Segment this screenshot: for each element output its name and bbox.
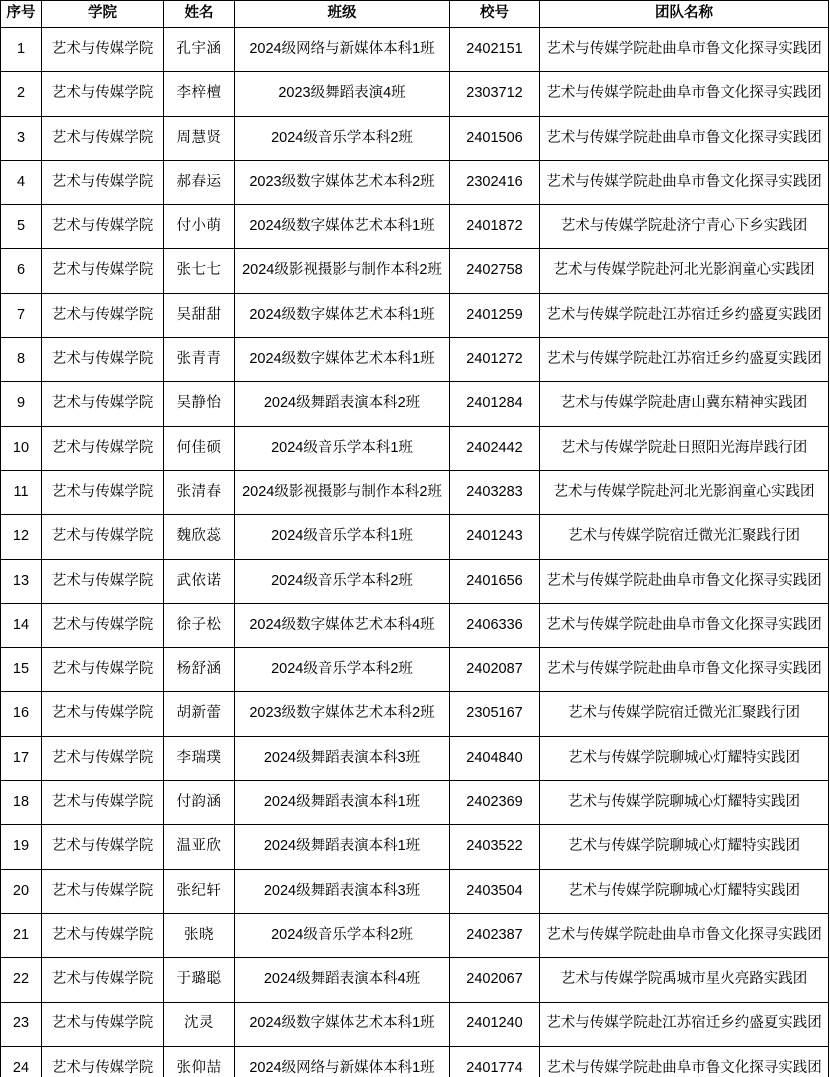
cell-team-name: 艺术与传媒学院赴济宁青心下乡实践团 — [540, 205, 829, 249]
column-header-team: 团队名称 — [540, 1, 829, 28]
table-row — [1, 1046, 829, 1077]
cell-student-id: 2402369 — [450, 781, 540, 825]
column-header-student-id: 校号 — [450, 1, 540, 28]
table-row — [1, 781, 829, 825]
cell-student-id: 2401243 — [450, 515, 540, 559]
table-row — [1, 648, 829, 692]
cell-college: 艺术与传媒学院 — [42, 559, 164, 603]
cell-class: 2024级音乐学本科2班 — [235, 913, 450, 957]
cell-sequence-number: 13 — [1, 559, 42, 603]
cell-student-name: 李瑞璞 — [164, 736, 235, 780]
cell-class: 2024级影视摄影与制作本科2班 — [235, 470, 450, 514]
cell-student-id: 2401872 — [450, 205, 540, 249]
cell-college: 艺术与传媒学院 — [42, 869, 164, 913]
cell-student-name: 温亚欣 — [164, 825, 235, 869]
table-row — [1, 559, 829, 603]
table-row — [1, 28, 829, 72]
cell-class: 2024级网络与新媒体本科1班 — [235, 1046, 450, 1077]
cell-sequence-number: 5 — [1, 205, 42, 249]
cell-sequence-number: 4 — [1, 160, 42, 204]
cell-college: 艺术与传媒学院 — [42, 958, 164, 1002]
cell-student-name: 武依诺 — [164, 559, 235, 603]
cell-student-name: 吴静怡 — [164, 382, 235, 426]
cell-team-name: 艺术与传媒学院宿迁微光汇聚践行团 — [540, 692, 829, 736]
cell-college: 艺术与传媒学院 — [42, 72, 164, 116]
cell-class: 2024级数字媒体艺术本科1班 — [235, 1002, 450, 1046]
cell-college: 艺术与传媒学院 — [42, 515, 164, 559]
cell-student-id: 2404840 — [450, 736, 540, 780]
cell-team-name: 艺术与传媒学院赴曲阜市鲁文化探寻实践团 — [540, 160, 829, 204]
table-row — [1, 736, 829, 780]
cell-sequence-number: 3 — [1, 116, 42, 160]
cell-student-name: 张七七 — [164, 249, 235, 293]
cell-student-id: 2402151 — [450, 28, 540, 72]
column-header-seq: 序号 — [1, 1, 42, 28]
cell-student-id: 2403283 — [450, 470, 540, 514]
cell-student-id: 2302416 — [450, 160, 540, 204]
cell-student-name: 何佳硕 — [164, 426, 235, 470]
table-row — [1, 913, 829, 957]
cell-student-id: 2401656 — [450, 559, 540, 603]
cell-student-name: 孔宇涵 — [164, 28, 235, 72]
cell-class: 2023级数字媒体艺术本科2班 — [235, 160, 450, 204]
column-header-name: 姓名 — [164, 1, 235, 28]
cell-student-id: 2406336 — [450, 603, 540, 647]
table-row — [1, 160, 829, 204]
table-row — [1, 72, 829, 116]
cell-class: 2024级舞蹈表演本科1班 — [235, 825, 450, 869]
cell-class: 2024级网络与新媒体本科1班 — [235, 28, 450, 72]
table-row — [1, 825, 829, 869]
cell-student-id: 2401774 — [450, 1046, 540, 1077]
table-row — [1, 515, 829, 559]
cell-student-id: 2403504 — [450, 869, 540, 913]
cell-college: 艺术与传媒学院 — [42, 249, 164, 293]
cell-college: 艺术与传媒学院 — [42, 338, 164, 382]
cell-team-name: 艺术与传媒学院赴河北光影润童心实践团 — [540, 249, 829, 293]
cell-student-name: 张清春 — [164, 470, 235, 514]
cell-college: 艺术与传媒学院 — [42, 825, 164, 869]
cell-class: 2024级数字媒体艺术本科1班 — [235, 205, 450, 249]
cell-student-id: 2305167 — [450, 692, 540, 736]
cell-team-name: 艺术与传媒学院赴曲阜市鲁文化探寻实践团 — [540, 72, 829, 116]
cell-sequence-number: 18 — [1, 781, 42, 825]
cell-class: 2024级音乐学本科2班 — [235, 116, 450, 160]
cell-sequence-number: 12 — [1, 515, 42, 559]
cell-student-id: 2401284 — [450, 382, 540, 426]
cell-team-name: 艺术与传媒学院赴江苏宿迁乡约盛夏实践团 — [540, 1002, 829, 1046]
cell-student-name: 杨舒涵 — [164, 648, 235, 692]
table-body — [1, 28, 829, 1077]
cell-college: 艺术与传媒学院 — [42, 692, 164, 736]
cell-college: 艺术与传媒学院 — [42, 1002, 164, 1046]
cell-student-id: 2402067 — [450, 958, 540, 1002]
table-row — [1, 958, 829, 1002]
cell-college: 艺术与传媒学院 — [42, 603, 164, 647]
table-row — [1, 426, 829, 470]
cell-student-name: 徐子松 — [164, 603, 235, 647]
cell-team-name: 艺术与传媒学院赴江苏宿迁乡约盛夏实践团 — [540, 338, 829, 382]
cell-sequence-number: 21 — [1, 913, 42, 957]
cell-team-name: 艺术与传媒学院聊城心灯耀特实践团 — [540, 869, 829, 913]
cell-sequence-number: 11 — [1, 470, 42, 514]
cell-sequence-number: 14 — [1, 603, 42, 647]
cell-class: 2024级数字媒体艺术本科4班 — [235, 603, 450, 647]
cell-class: 2024级音乐学本科2班 — [235, 648, 450, 692]
cell-team-name: 艺术与传媒学院赴唐山冀东精神实践团 — [540, 382, 829, 426]
cell-college: 艺术与传媒学院 — [42, 205, 164, 249]
cell-team-name: 艺术与传媒学院赴曲阜市鲁文化探寻实践团 — [540, 603, 829, 647]
table-row — [1, 249, 829, 293]
cell-student-name: 魏欣蕊 — [164, 515, 235, 559]
table-row — [1, 470, 829, 514]
cell-sequence-number: 9 — [1, 382, 42, 426]
cell-student-name: 于璐聪 — [164, 958, 235, 1002]
cell-college: 艺术与传媒学院 — [42, 913, 164, 957]
cell-sequence-number: 22 — [1, 958, 42, 1002]
cell-student-name: 胡新蕾 — [164, 692, 235, 736]
cell-college: 艺术与传媒学院 — [42, 426, 164, 470]
table-row — [1, 116, 829, 160]
cell-student-id: 2402087 — [450, 648, 540, 692]
cell-class: 2024级数字媒体艺术本科1班 — [235, 338, 450, 382]
cell-student-name: 吴甜甜 — [164, 293, 235, 337]
column-header-class: 班级 — [235, 1, 450, 28]
cell-student-id: 2402758 — [450, 249, 540, 293]
cell-class: 2024级音乐学本科2班 — [235, 559, 450, 603]
cell-team-name: 艺术与传媒学院赴曲阜市鲁文化探寻实践团 — [540, 28, 829, 72]
cell-student-name: 张晓 — [164, 913, 235, 957]
table-row — [1, 869, 829, 913]
table-row — [1, 293, 829, 337]
table-header — [1, 1, 829, 28]
cell-sequence-number: 20 — [1, 869, 42, 913]
cell-team-name: 艺术与传媒学院赴河北光影润童心实践团 — [540, 470, 829, 514]
cell-team-name: 艺术与传媒学院赴曲阜市鲁文化探寻实践团 — [540, 559, 829, 603]
cell-class: 2024级影视摄影与制作本科2班 — [235, 249, 450, 293]
cell-team-name: 艺术与传媒学院聊城心灯耀特实践团 — [540, 736, 829, 780]
cell-sequence-number: 17 — [1, 736, 42, 780]
cell-student-id: 2303712 — [450, 72, 540, 116]
cell-sequence-number: 1 — [1, 28, 42, 72]
cell-student-id: 2401259 — [450, 293, 540, 337]
cell-team-name: 艺术与传媒学院禹城市星火亮路实践团 — [540, 958, 829, 1002]
table-row — [1, 603, 829, 647]
cell-student-id: 2403522 — [450, 825, 540, 869]
table-row — [1, 382, 829, 426]
cell-class: 2024级数字媒体艺术本科1班 — [235, 293, 450, 337]
cell-class: 2024级舞蹈表演本科4班 — [235, 958, 450, 1002]
cell-college: 艺术与传媒学院 — [42, 116, 164, 160]
cell-college: 艺术与传媒学院 — [42, 470, 164, 514]
cell-student-name: 沈灵 — [164, 1002, 235, 1046]
cell-class: 2023级舞蹈表演4班 — [235, 72, 450, 116]
cell-student-name: 付小萌 — [164, 205, 235, 249]
cell-sequence-number: 8 — [1, 338, 42, 382]
cell-class: 2024级音乐学本科1班 — [235, 426, 450, 470]
cell-sequence-number: 24 — [1, 1046, 42, 1077]
cell-student-id: 2402442 — [450, 426, 540, 470]
table-row — [1, 1002, 829, 1046]
cell-class: 2024级舞蹈表演本科3班 — [235, 736, 450, 780]
column-header-college: 学院 — [42, 1, 164, 28]
cell-sequence-number: 16 — [1, 692, 42, 736]
cell-sequence-number: 19 — [1, 825, 42, 869]
cell-sequence-number: 2 — [1, 72, 42, 116]
cell-class: 2024级舞蹈表演本科2班 — [235, 382, 450, 426]
table-header-row — [1, 1, 829, 28]
cell-student-id: 2401272 — [450, 338, 540, 382]
cell-team-name: 艺术与传媒学院赴曲阜市鲁文化探寻实践团 — [540, 913, 829, 957]
cell-student-name: 张仰喆 — [164, 1046, 235, 1077]
cell-student-name: 李梓檀 — [164, 72, 235, 116]
table-row — [1, 205, 829, 249]
cell-student-name: 周慧贤 — [164, 116, 235, 160]
cell-student-name: 张纪轩 — [164, 869, 235, 913]
cell-sequence-number: 7 — [1, 293, 42, 337]
cell-college: 艺术与传媒学院 — [42, 28, 164, 72]
cell-class: 2023级数字媒体艺术本科2班 — [235, 692, 450, 736]
cell-team-name: 艺术与传媒学院赴日照阳光海岸践行团 — [540, 426, 829, 470]
cell-student-id: 2401506 — [450, 116, 540, 160]
cell-college: 艺术与传媒学院 — [42, 1046, 164, 1077]
cell-college: 艺术与传媒学院 — [42, 648, 164, 692]
cell-class: 2024级音乐学本科1班 — [235, 515, 450, 559]
cell-student-id: 2402387 — [450, 913, 540, 957]
cell-college: 艺术与传媒学院 — [42, 382, 164, 426]
cell-college: 艺术与传媒学院 — [42, 781, 164, 825]
cell-sequence-number: 23 — [1, 1002, 42, 1046]
cell-class: 2024级舞蹈表演本科1班 — [235, 781, 450, 825]
cell-team-name: 艺术与传媒学院赴曲阜市鲁文化探寻实践团 — [540, 1046, 829, 1077]
cell-sequence-number: 10 — [1, 426, 42, 470]
cell-college: 艺术与传媒学院 — [42, 160, 164, 204]
table-row — [1, 338, 829, 382]
cell-sequence-number: 6 — [1, 249, 42, 293]
cell-student-name: 付韵涵 — [164, 781, 235, 825]
cell-student-name: 张青青 — [164, 338, 235, 382]
cell-team-name: 艺术与传媒学院赴曲阜市鲁文化探寻实践团 — [540, 116, 829, 160]
cell-team-name: 艺术与传媒学院赴曲阜市鲁文化探寻实践团 — [540, 648, 829, 692]
cell-class: 2024级舞蹈表演本科3班 — [235, 869, 450, 913]
cell-student-name: 郝春运 — [164, 160, 235, 204]
table-row — [1, 692, 829, 736]
cell-student-id: 2401240 — [450, 1002, 540, 1046]
cell-college: 艺术与传媒学院 — [42, 736, 164, 780]
cell-team-name: 艺术与传媒学院聊城心灯耀特实践团 — [540, 781, 829, 825]
cell-team-name: 艺术与传媒学院赴江苏宿迁乡约盛夏实践团 — [540, 293, 829, 337]
cell-college: 艺术与传媒学院 — [42, 293, 164, 337]
cell-team-name: 艺术与传媒学院聊城心灯耀特实践团 — [540, 825, 829, 869]
cell-sequence-number: 15 — [1, 648, 42, 692]
cell-team-name: 艺术与传媒学院宿迁微光汇聚践行团 — [540, 515, 829, 559]
